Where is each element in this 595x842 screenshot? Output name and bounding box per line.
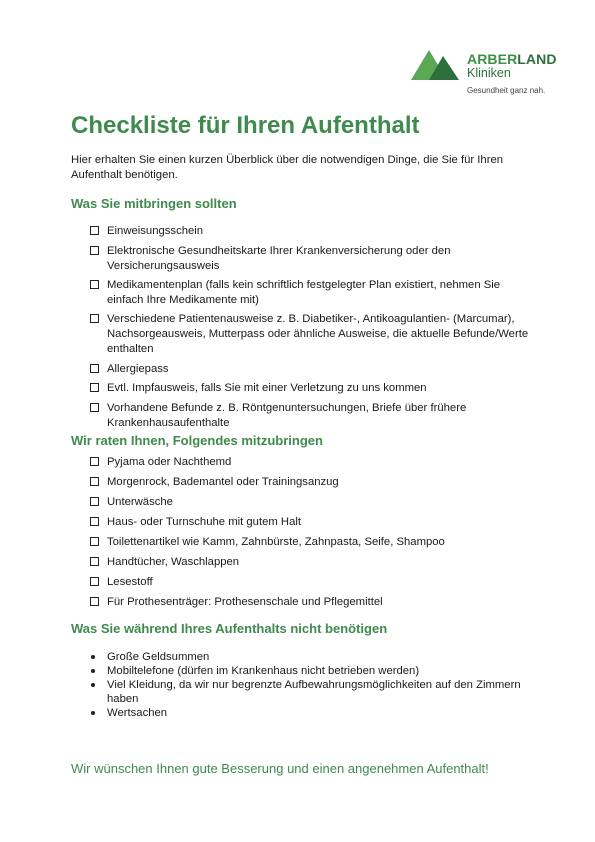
section-heading-nicht-benoetigen: Was Sie während Ihres Aufenthalts nicht benötigen [71, 621, 388, 636]
checklist-item-label: Evtl. Impfausweis, falls Sie mit einer Verletzung zu uns kommen [107, 382, 427, 394]
section-heading-mitbringen: Was Sie mitbringen sollten [71, 196, 237, 211]
checklist-item [90, 575, 530, 590]
checkbox[interactable] [90, 477, 99, 486]
mountain-logo-icon [411, 46, 465, 80]
checkbox[interactable] [90, 457, 99, 466]
checkbox[interactable] [90, 364, 99, 373]
list-item-label: Mobiltelefone (dürfen im Krankenhaus nicht betrieben werden) [107, 665, 420, 677]
checkbox[interactable] [90, 403, 99, 412]
checklist-item [90, 475, 530, 490]
checklist-item [90, 278, 530, 308]
checkbox[interactable] [90, 314, 99, 323]
checklist-item-label: Elektronische Gesundheitskarte Ihrer Krankenversicherung oder den Versicherungsausweis [107, 245, 451, 272]
checklist-item [90, 455, 530, 470]
checklist-item-label: Verschiedene Patientenausweise z. B. Diabetiker-, Antikoagulantien- (Marcumar), Nachsorgeausweis, Mutterpass oder ähnliche Ausweise, die aktuelle Befunde/Werte enthalten [107, 313, 529, 355]
checkbox[interactable] [90, 537, 99, 546]
checklist-item [90, 244, 530, 274]
checklist-item [90, 555, 530, 570]
checklist-item [90, 381, 530, 396]
checklist-item-label: Für Prothesenträger: Prothesenschale und Pflegemittel [107, 596, 383, 608]
checklist-item [90, 401, 530, 431]
intro-text: Hier erhalten Sie einen kurzen Überblick über die notwendigen Dinge, die Sie für Ihren Aufenthalt benötigen. [71, 154, 504, 181]
logo-brand-dark: LAND [517, 51, 557, 67]
list-item [90, 678, 530, 706]
checkbox[interactable] [90, 226, 99, 235]
list-item [90, 650, 530, 664]
arberland-logo [411, 44, 561, 98]
logo-brand-light: ARBER [467, 51, 518, 67]
checkbox[interactable] [90, 597, 99, 606]
bullet-icon [91, 711, 95, 715]
list-item [90, 706, 530, 720]
checklist-item [90, 224, 530, 239]
checklist-item [90, 595, 530, 610]
logo-subtitle: Kliniken [467, 66, 511, 80]
checklist-item-label: Handtücher, Waschlappen [107, 556, 240, 568]
checkbox[interactable] [90, 383, 99, 392]
list-item-label: Wertsachen [107, 707, 168, 719]
checkbox[interactable] [90, 497, 99, 506]
checklist-item-label: Unterwäsche [107, 496, 173, 508]
checklist-item-label: Vorhandene Befunde z. B. Röntgenuntersuchungen, Briefe über frühere Krankenhausaufenthalte [107, 402, 467, 429]
checkbox[interactable] [90, 557, 99, 566]
checklist-mitbringen [90, 224, 530, 431]
checkbox[interactable] [90, 280, 99, 289]
checklist-item [90, 312, 530, 357]
page-title: Checkliste für Ihren Aufenthalt [71, 112, 420, 139]
bullet-list-nicht-benoetigen [90, 650, 530, 720]
checkbox[interactable] [90, 517, 99, 526]
checklist-item-label: Haus- oder Turnschuhe mit gutem Halt [107, 516, 302, 528]
checklist-item-label: Medikamentenplan (falls kein schriftlich festgelegter Plan existiert, nehmen Sie einfach Ihre Medikamente mit) [107, 279, 501, 306]
checklist-item [90, 515, 530, 530]
checklist-mitzubringen [90, 455, 530, 610]
bullet-icon [91, 655, 95, 659]
checklist-item-label: Morgenrock, Bademantel oder Trainingsanzug [107, 476, 339, 488]
closing-message: Wir wünschen Ihnen gute Besserung und einen angenehmen Aufenthalt! [71, 761, 489, 776]
section-heading-mitzubringen: Wir raten Ihnen, Folgendes mitzubringen [71, 433, 323, 448]
checklist-item-label: Einweisungsschein [107, 225, 204, 237]
bullet-icon [91, 683, 95, 687]
checkbox[interactable] [90, 577, 99, 586]
list-item-label: Große Geldsummen [107, 651, 210, 663]
checklist-item [90, 362, 530, 377]
checklist-item-label: Pyjama oder Nachthemd [107, 456, 232, 468]
checkbox[interactable] [90, 246, 99, 255]
checklist-item-label: Lesestoff [107, 576, 153, 588]
bullet-icon [91, 669, 95, 673]
checklist-item-label: Toilettenartikel wie Kamm, Zahnbürste, Zahnpasta, Seife, Shampoo [107, 536, 445, 548]
logo-tagline: Gesundheit ganz nah. [467, 86, 546, 95]
checklist-item [90, 535, 530, 550]
list-item-label: Viel Kleidung, da wir nur begrenzte Aufbewahrungsmöglichkeiten auf den Zimmern haben [107, 679, 521, 705]
checklist-item [90, 495, 530, 510]
logo-brand [467, 51, 557, 67]
checklist-item-label: Allergiepass [107, 363, 169, 375]
list-item [90, 664, 530, 678]
